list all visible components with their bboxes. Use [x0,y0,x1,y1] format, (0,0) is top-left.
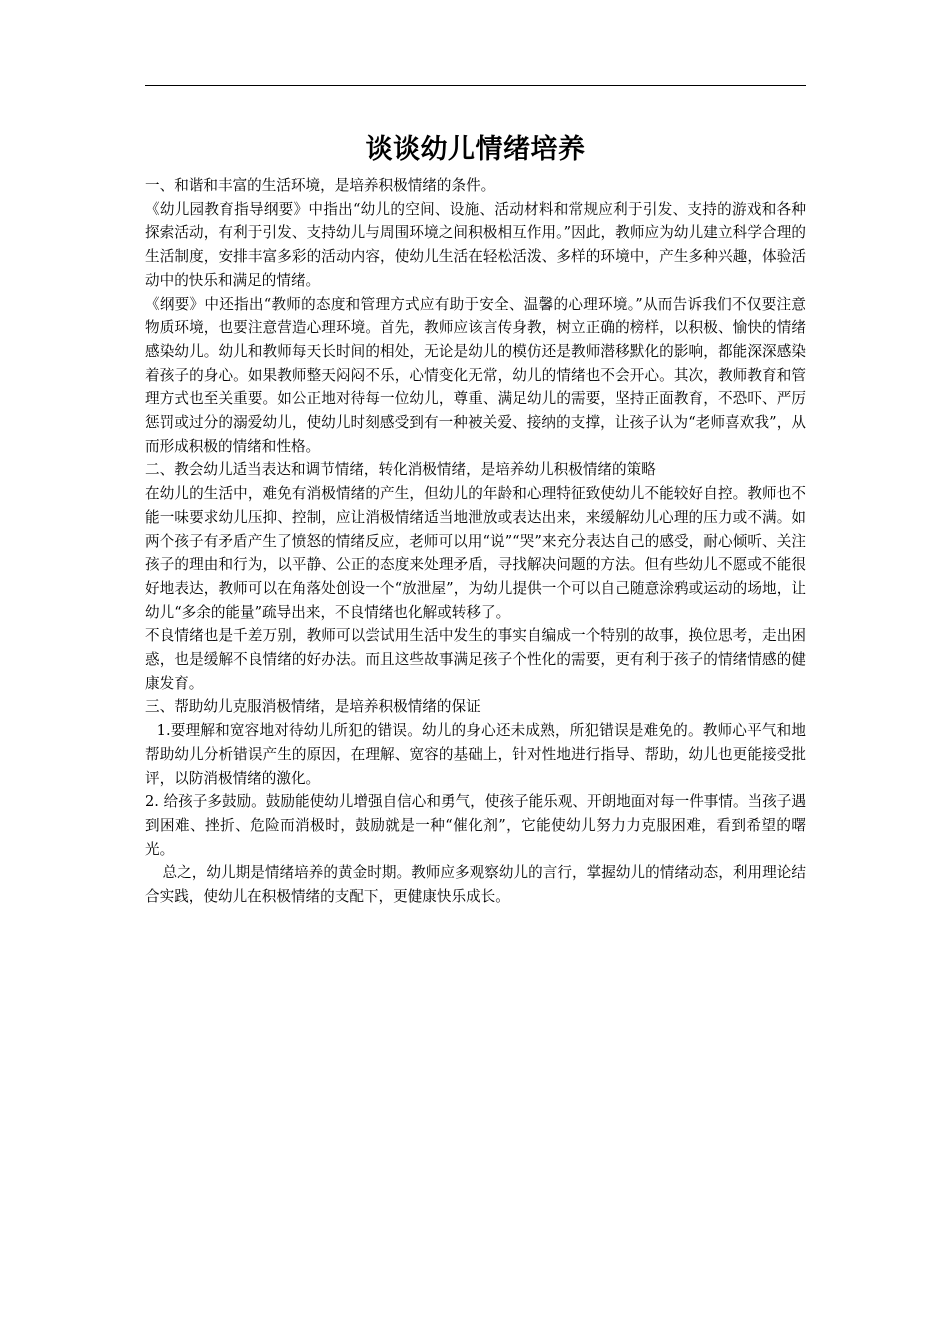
body-paragraph: 《幼儿园教育指导纲要》中指出“幼儿的空间、设施、活动材料和常规应利于引发、支持的游戏和各种探索活动，有利于引发、支持幼儿与周围环境之间积极相互作用。”因此，教师应为幼儿建立科学合理的生活制度，安排丰富多彩的活动内容，使幼儿生活在轻松活泼、多样的环境中，产生多种兴趣，体验活动中的快乐和满足的情绪。 [145,200,806,289]
section-heading-2: 二、教会幼儿适当表达和调节情绪，转化消极情绪，是培养幼儿积极情绪的策略 [145,461,671,479]
body-paragraph: 《纲要》中还指出“教师的态度和管理方式应有助于安全、温馨的心理环境。”从而告诉我们不仅要注意物质环境，也要注意营造心理环境。首先，教师应该言传身教，树立正确的榜样，以积极、愉快的情绪感染幼儿。幼儿和教师每天长时间的相处，无论是幼儿的模仿还是教师潜移默化的影响，都能深深感染着孩子的身心。如果教师整天闷闷不乐，心情变化无常，幼儿的情绪也不会开心。其次，教师教育和管理方式也至关重要。如公正地对待每一位幼儿，尊重、满足幼儿的需要，坚持正面教育，不恐吓、严厉惩罚或过分的溺爱幼儿，使幼儿时刻感受到有一种被关爱、接纳的支撑，让孩子认为“老师喜欢我”，从而形成积极的情绪和性格。 [145,295,806,455]
body-paragraph: 不良情绪也是千差万别，教师可以尝试用生活中发生的事实自编成一个特别的故事，换位思考，走出困惑，也是缓解不良情绪的好办法。而且这些故事满足孩子个性化的需要，更有利于孩子的情绪情感的健康发育。 [145,627,806,692]
document-title: 谈谈幼儿情绪培养 [365,134,586,165]
document-body [145,174,806,909]
section-heading-3: 三、帮助幼儿克服消极情绪，是培养积极情绪的保证 [145,698,481,716]
header-rule [145,85,806,86]
section-heading-1: 一、和谐和丰富的生活环境，是培养积极情绪的条件。 [145,177,496,194]
list-item-1: 1.要理解和宽容地对待幼儿所犯的错误。幼儿的身心还未成熟，所犯错误是难免的。教师心平气和地帮助幼儿分析错误产生的原因，在理解、宽容的基础上，针对性地进行指导、帮助，幼儿也更能接受批评，以防消极情绪的激化。 [145,722,806,787]
list-item-2: 2. 给孩子多鼓励。鼓励能使幼儿增强自信心和勇气，使孩子能乐观、开朗地面对每一件事情。当孩子遇到困难、挫折、危险而消极时，鼓励就是一种“催化剂”，它能使幼儿努力力克服困难，看到希望的曙光。 [145,793,806,858]
conclusion-paragraph: 总之，幼儿期是情绪培养的黄金时期。教师应多观察幼儿的言行，掌握幼儿的情绪动态，利用理论结合实践，使幼儿在积极情绪的支配下，更健康快乐成长。 [145,864,806,906]
body-paragraph: 在幼儿的生活中，难免有消极情绪的产生，但幼儿的年龄和心理特征致使幼儿不能较好自控。教师也不能一味要求幼儿压抑、控制，应让消极情绪适当地泄放或表达出来，来缓解幼儿心理的压力或不满。如两个孩子有矛盾产生了愤怒的情绪反应，老师可以用“说”“哭”来充分表达自己的感受，耐心倾听、关注孩子的理由和行为，以平静、公正的态度来处理矛盾，寻找解决问题的方法。但有些幼儿不愿或不能很好地表达，教师可以在角落处创设一个“放泄屋”，为幼儿提供一个可以自己随意涂鸦或运动的场地，让幼儿“多余的能量”疏导出来，不良情绪也化解或转移了。 [145,485,806,621]
